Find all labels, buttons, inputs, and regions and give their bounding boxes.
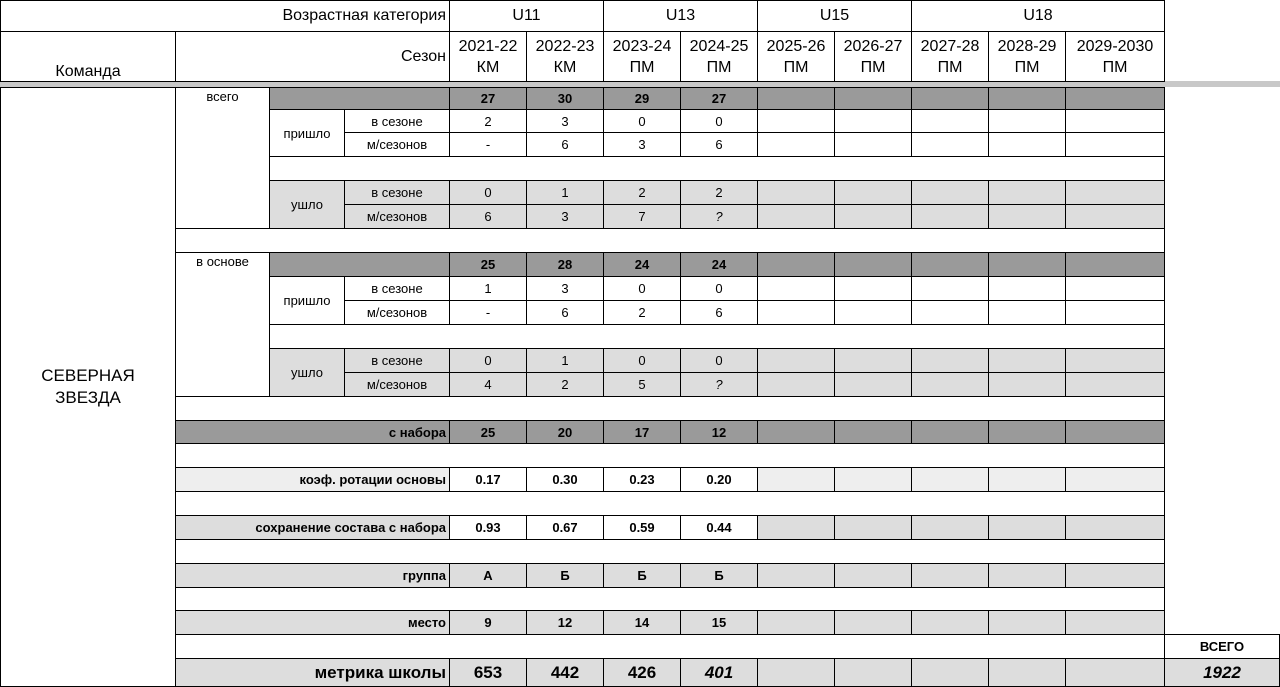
season-type: ПМ [706, 58, 732, 76]
value-cell[interactable]: 442 [526, 658, 604, 687]
total-spacer[interactable] [269, 156, 1165, 181]
value-cell[interactable] [834, 610, 912, 635]
value-cell[interactable] [1065, 563, 1165, 588]
value-cell[interactable] [757, 348, 835, 373]
season-years: 2021-22 [458, 37, 518, 55]
value-cell[interactable] [911, 132, 989, 157]
value-cell[interactable]: 25 [449, 252, 527, 277]
value-cell[interactable]: 14 [603, 610, 681, 635]
value-cell[interactable] [757, 204, 835, 229]
value-cell[interactable] [834, 87, 912, 110]
value-cell[interactable] [1065, 348, 1165, 373]
main-label[interactable]: в основе [175, 252, 270, 397]
value-cell[interactable] [988, 132, 1066, 157]
value-cell[interactable] [1065, 109, 1165, 133]
value-cell[interactable] [911, 515, 989, 540]
value-cell[interactable]: 1 [526, 348, 604, 373]
main-came-in-label[interactable]: в сезоне [344, 276, 450, 301]
value-cell[interactable]: 17 [603, 420, 681, 444]
season-type: ПМ [937, 58, 963, 76]
season-years: 2025-26 [766, 37, 826, 55]
team-name-line2: ЗВЕЗДА [55, 388, 121, 407]
season-header-7[interactable] [988, 31, 1066, 82]
value-cell[interactable]: 27 [449, 87, 527, 110]
value-cell[interactable]: 0.23 [603, 467, 681, 492]
value-cell[interactable]: 0 [680, 109, 758, 133]
value-cell[interactable]: 12 [680, 420, 758, 444]
value-cell[interactable] [1065, 300, 1165, 325]
value-cell[interactable]: 7 [603, 204, 681, 229]
value-cell[interactable] [834, 300, 912, 325]
value-cell[interactable] [1065, 252, 1165, 277]
main-spacer[interactable] [269, 324, 1165, 349]
value-cell[interactable]: 30 [526, 87, 604, 110]
place-label[interactable]: место [175, 610, 450, 635]
value-cell[interactable]: 25 [449, 420, 527, 444]
season-header-4[interactable] [757, 31, 835, 82]
value-cell[interactable]: 3 [526, 204, 604, 229]
season-type: ПМ [1014, 58, 1040, 76]
season-type: ПМ [860, 58, 886, 76]
value-cell[interactable]: 28 [526, 252, 604, 277]
retention-label[interactable]: сохранение состава с набора [175, 515, 450, 540]
value-cell[interactable]: 0 [603, 348, 681, 373]
value-cell[interactable] [757, 300, 835, 325]
value-cell[interactable] [988, 515, 1066, 540]
value-cell[interactable]: 15 [680, 610, 758, 635]
season-years: 2029-2030 [1076, 37, 1154, 55]
value-cell[interactable] [757, 180, 835, 205]
total-label[interactable]: всего [175, 87, 270, 229]
value-cell[interactable]: 6 [680, 300, 758, 325]
value-cell[interactable] [988, 276, 1066, 301]
value-cell[interactable]: - [449, 300, 527, 325]
season-type: КМ [476, 58, 500, 76]
value-cell[interactable] [911, 87, 989, 110]
value-cell[interactable]: 2 [680, 180, 758, 205]
value-cell[interactable] [988, 420, 1066, 444]
season-type: ПМ [783, 58, 809, 76]
value-cell[interactable] [834, 420, 912, 444]
total-header-fill[interactable] [269, 87, 450, 110]
value-cell[interactable] [757, 87, 835, 110]
value-cell[interactable] [988, 610, 1066, 635]
value-cell[interactable]: 9 [449, 610, 527, 635]
value-cell[interactable]: 2 [449, 109, 527, 133]
value-cell[interactable]: 0 [603, 276, 681, 301]
age-group-1[interactable]: U13 [603, 0, 758, 32]
season-label[interactable]: Сезон [175, 31, 450, 82]
spacer-row[interactable] [175, 443, 1165, 468]
value-cell[interactable]: 0.20 [680, 467, 758, 492]
value-cell[interactable] [988, 658, 1066, 687]
value-cell[interactable] [1065, 87, 1165, 110]
value-cell[interactable] [911, 372, 989, 397]
value-cell[interactable] [834, 372, 912, 397]
value-cell[interactable] [757, 515, 835, 540]
value-cell[interactable]: 0 [449, 348, 527, 373]
spacer-row[interactable] [175, 634, 1165, 659]
value-cell[interactable] [911, 563, 989, 588]
value-cell[interactable]: 4 [449, 372, 527, 397]
group-label[interactable]: группа [175, 563, 450, 588]
value-cell[interactable]: 1 [526, 180, 604, 205]
value-cell[interactable]: 0 [603, 109, 681, 133]
value-cell[interactable] [834, 515, 912, 540]
value-cell[interactable] [834, 109, 912, 133]
spacer-row[interactable] [175, 228, 1165, 253]
value-cell[interactable] [911, 348, 989, 373]
team-name[interactable] [0, 87, 176, 687]
value-cell[interactable] [757, 420, 835, 444]
value-cell[interactable]: 0.93 [449, 515, 527, 540]
value-cell[interactable] [988, 180, 1066, 205]
season-header-1[interactable] [526, 31, 604, 82]
season-type: ПМ [1102, 58, 1128, 76]
value-cell[interactable]: 6 [526, 132, 604, 157]
total-came-between-label[interactable]: м/сезонов [344, 132, 450, 157]
total-came-label[interactable]: пришло [269, 109, 345, 157]
grand-total-value[interactable]: 1922 [1164, 658, 1280, 687]
season-type: КМ [553, 58, 577, 76]
value-cell[interactable]: 426 [603, 658, 681, 687]
value-cell[interactable]: 3 [526, 276, 604, 301]
spacer-row[interactable] [175, 396, 1165, 421]
value-cell[interactable] [911, 276, 989, 301]
value-cell[interactable] [834, 658, 912, 687]
value-cell[interactable]: 401 [680, 658, 758, 687]
value-cell[interactable] [1065, 132, 1165, 157]
total-came-in-label[interactable]: в сезоне [344, 109, 450, 133]
age-group-2[interactable]: U15 [757, 0, 912, 32]
value-cell[interactable] [988, 372, 1066, 397]
value-cell[interactable] [834, 180, 912, 205]
value-cell[interactable] [757, 658, 835, 687]
value-cell[interactable]: 2 [603, 300, 681, 325]
metric-label[interactable]: метрика школы [175, 658, 450, 687]
spacer-row[interactable] [175, 491, 1165, 516]
value-cell[interactable]: Б [603, 563, 681, 588]
season-header-0[interactable] [449, 31, 527, 82]
value-cell[interactable] [757, 467, 835, 492]
season-years: 2023-24 [612, 37, 672, 55]
value-cell[interactable]: - [449, 132, 527, 157]
age-group-3[interactable]: U18 [911, 0, 1165, 32]
value-cell[interactable] [834, 132, 912, 157]
value-cell[interactable] [988, 467, 1066, 492]
value-cell[interactable] [911, 180, 989, 205]
spacer-row[interactable] [175, 539, 1165, 564]
value-cell[interactable]: 3 [603, 132, 681, 157]
value-cell[interactable]: 5 [603, 372, 681, 397]
value-cell[interactable] [757, 132, 835, 157]
age-group-0[interactable]: U11 [449, 0, 604, 32]
value-cell[interactable]: 6 [449, 204, 527, 229]
value-cell[interactable]: 24 [603, 252, 681, 277]
value-cell[interactable] [757, 563, 835, 588]
team-header[interactable]: Команда [0, 31, 176, 82]
value-cell[interactable] [757, 276, 835, 301]
value-cell[interactable] [834, 252, 912, 277]
value-cell[interactable] [911, 610, 989, 635]
value-cell[interactable] [757, 372, 835, 397]
value-cell[interactable]: 653 [449, 658, 527, 687]
season-years: 2024-25 [689, 37, 749, 55]
value-cell[interactable]: 2 [603, 180, 681, 205]
value-cell[interactable] [834, 276, 912, 301]
value-cell[interactable]: Б [526, 563, 604, 588]
value-cell[interactable] [988, 348, 1066, 373]
value-cell[interactable] [1065, 276, 1165, 301]
value-cell[interactable] [1065, 610, 1165, 635]
value-cell[interactable] [834, 204, 912, 229]
value-cell[interactable] [911, 467, 989, 492]
value-cell[interactable] [1065, 515, 1165, 540]
value-cell[interactable] [1065, 467, 1165, 492]
value-cell[interactable]: 24 [680, 252, 758, 277]
main-left-between-label[interactable]: м/сезонов [344, 372, 450, 397]
value-cell[interactable] [1065, 372, 1165, 397]
season-header-8[interactable] [1065, 31, 1165, 82]
main-header-fill[interactable] [269, 252, 450, 277]
season-years: 2027-28 [920, 37, 980, 55]
value-cell[interactable] [757, 252, 835, 277]
spacer-row[interactable] [175, 587, 1165, 611]
total-left-between-label[interactable]: м/сезонов [344, 204, 450, 229]
value-cell[interactable] [911, 109, 989, 133]
value-cell[interactable] [834, 467, 912, 492]
value-cell[interactable]: А [449, 563, 527, 588]
value-cell[interactable]: 3 [526, 109, 604, 133]
season-header-5[interactable] [834, 31, 912, 82]
value-cell[interactable]: 0.59 [603, 515, 681, 540]
value-cell[interactable]: 20 [526, 420, 604, 444]
value-cell[interactable] [1065, 658, 1165, 687]
value-cell[interactable]: 1 [449, 276, 527, 301]
age-category-label[interactable]: Возрастная категория [0, 0, 450, 32]
value-cell[interactable] [1065, 204, 1165, 229]
value-cell[interactable]: 0.17 [449, 467, 527, 492]
value-cell[interactable]: 0 [680, 348, 758, 373]
season-header-2[interactable] [603, 31, 681, 82]
value-cell[interactable] [988, 300, 1066, 325]
value-cell[interactable] [834, 348, 912, 373]
main-left-in-label[interactable]: в сезоне [344, 348, 450, 373]
value-cell[interactable] [911, 204, 989, 229]
value-cell[interactable]: 2 [526, 372, 604, 397]
value-cell[interactable] [988, 87, 1066, 110]
total-left-label[interactable]: ушло [269, 180, 345, 229]
value-cell[interactable] [757, 109, 835, 133]
from_set-label[interactable]: с набора [175, 420, 450, 444]
value-cell[interactable] [988, 563, 1066, 588]
value-cell[interactable]: 27 [680, 87, 758, 110]
value-cell[interactable] [757, 610, 835, 635]
value-cell[interactable] [1065, 420, 1165, 444]
value-cell[interactable] [834, 563, 912, 588]
value-cell[interactable]: 0.44 [680, 515, 758, 540]
season-header-6[interactable] [911, 31, 989, 82]
season-years: 2022-23 [535, 37, 595, 55]
value-cell[interactable]: ? [680, 372, 758, 397]
value-cell[interactable]: 6 [526, 300, 604, 325]
value-cell[interactable] [911, 420, 989, 444]
value-cell[interactable] [911, 658, 989, 687]
value-cell[interactable] [988, 109, 1066, 133]
value-cell[interactable]: 0 [449, 180, 527, 205]
main-came-between-label[interactable]: м/сезонов [344, 300, 450, 325]
grand-total-label[interactable]: ВСЕГО [1164, 634, 1280, 659]
total-left-in-label[interactable]: в сезоне [344, 180, 450, 205]
value-cell[interactable]: 0.30 [526, 467, 604, 492]
value-cell[interactable]: Б [680, 563, 758, 588]
value-cell[interactable] [988, 204, 1066, 229]
value-cell[interactable]: 0 [680, 276, 758, 301]
team-name-line1: СЕВЕРНАЯ [41, 366, 135, 385]
value-cell[interactable]: 12 [526, 610, 604, 635]
season-header-3[interactable] [680, 31, 758, 82]
season-type: ПМ [629, 58, 655, 76]
value-cell[interactable]: 29 [603, 87, 681, 110]
value-cell[interactable] [911, 300, 989, 325]
rotation-label[interactable]: коэф. ротации основы [175, 467, 450, 492]
value-cell[interactable]: 6 [680, 132, 758, 157]
value-cell[interactable]: 0.67 [526, 515, 604, 540]
value-cell[interactable] [988, 252, 1066, 277]
main-came-label[interactable]: пришло [269, 276, 345, 325]
season-years: 2026-27 [843, 37, 903, 55]
main-left-label[interactable]: ушло [269, 348, 345, 397]
value-cell[interactable] [911, 252, 989, 277]
season-years: 2028-29 [997, 37, 1057, 55]
value-cell[interactable]: ? [680, 204, 758, 229]
value-cell[interactable] [1065, 180, 1165, 205]
